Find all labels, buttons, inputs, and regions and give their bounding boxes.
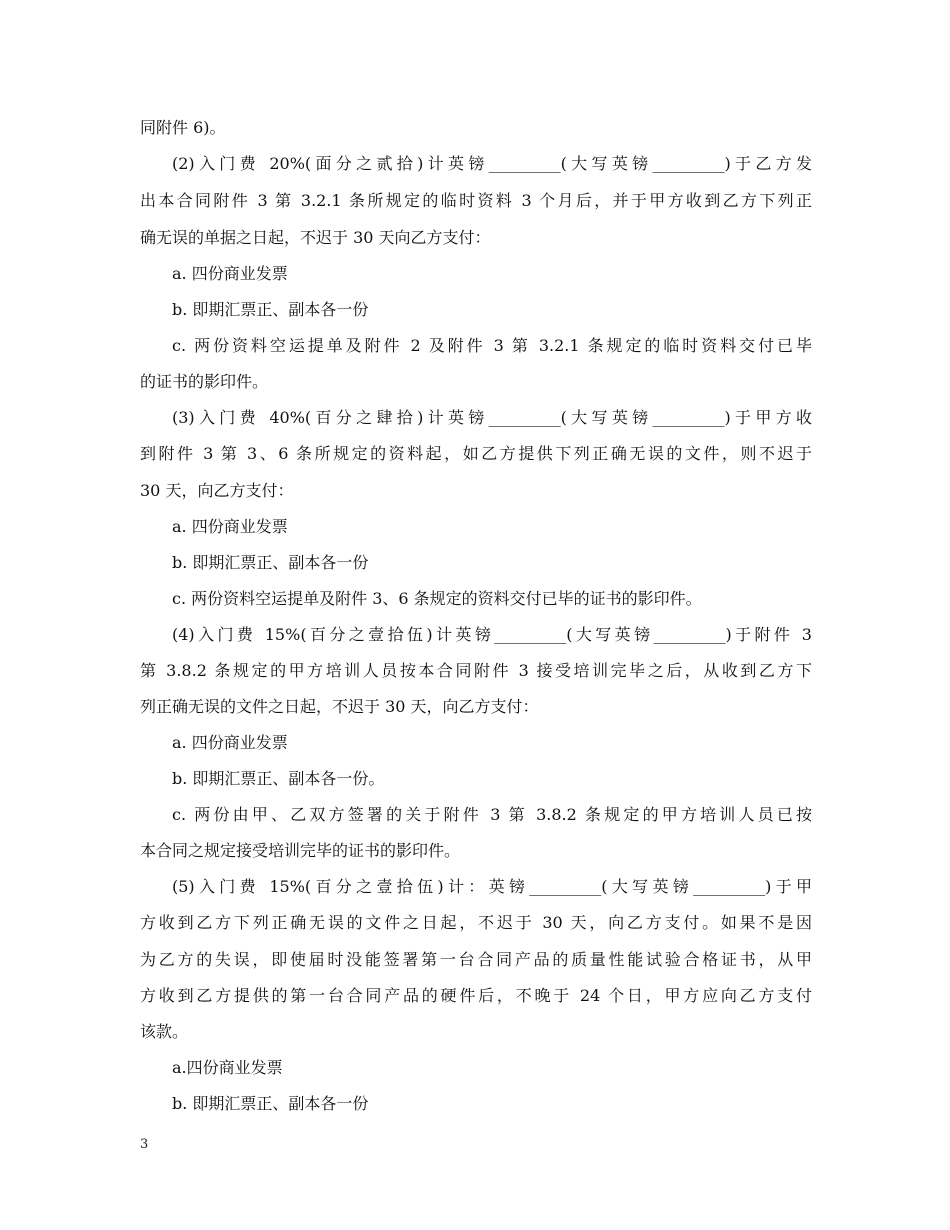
page-number: 3	[140, 1137, 149, 1152]
clause-2-heading: (2)入门费 20%(面分之贰拾)计英镑_________(大写英镑_________)于乙方发	[172, 154, 812, 173]
list-item: c. 两份由甲、乙双方签署的关于附件 3 第 3.8.2 条规定的甲方培训人员已按	[172, 805, 812, 824]
clause-5-heading: (5)入门费 15%(百分之壹拾伍)计：英镑_________(大写英镑_________)于甲	[172, 877, 812, 896]
text-line: 出本合同附件 3 第 3.2.1 条所规定的临时资料 3 个月后，并于甲方收到乙方下列正	[140, 191, 812, 210]
list-item: a. 四份商业发票	[172, 264, 288, 283]
text-line: 本合同之规定接受培训完毕的证书的影印件。	[140, 841, 461, 860]
text-line: 为乙方的失误，即使届时没能签署第一台合同产品的质量性能试验合格证书，从甲	[140, 950, 812, 969]
list-item: b. 即期汇票正、副本各一份。	[172, 769, 385, 788]
clause-3-heading: (3)入门费 40%(百分之肆拾)计英镑_________(大写英镑_________)于甲方收	[172, 408, 812, 427]
text-line: 确无误的单据之日起，不迟于 30 天向乙方支付：	[140, 228, 491, 247]
clause-4-heading: (4)入门费 15%(百分之壹拾伍)计英镑_________(大写英镑_________)于附件 3	[172, 625, 812, 644]
list-item: b. 即期汇票正、副本各一份	[172, 1094, 369, 1113]
text-line: 同附件 6)。	[140, 118, 226, 137]
text-line: 方收到乙方提供的第一台合同产品的硬件后，不晚于 24 个日，甲方应向乙方支付	[140, 986, 812, 1005]
list-item: a. 四份商业发票	[172, 517, 288, 536]
text-line: 30 天，向乙方支付：	[140, 481, 294, 500]
list-item: c. 两份资料空运提单及附件 3、6 条规定的资料交付已毕的证书的影印件。	[172, 589, 702, 608]
list-item: c. 两份资料空运提单及附件 2 及附件 3 第 3.2.1 条规定的临时资料交付已毕	[172, 336, 812, 355]
text-line: 第 3.8.2 条规定的甲方培训人员按本合同附件 3 接受培训完毕之后，从收到乙方下	[140, 661, 812, 680]
list-item: a.四份商业发票	[172, 1058, 283, 1077]
text-line: 该款。	[140, 1022, 189, 1041]
list-item: a. 四份商业发票	[172, 733, 288, 752]
text-line: 列正确无误的文件之日起，不迟于 30 天，向乙方支付：	[140, 697, 539, 716]
text-line: 的证书的影印件。	[140, 372, 269, 391]
list-item: b. 即期汇票正、副本各一份	[172, 300, 369, 319]
text-line: 到附件 3 第 3、6 条所规定的资料起，如乙方提供下列正确无误的文件，则不迟于	[140, 444, 812, 463]
text-line: 方收到乙方下列正确无误的文件之日起，不迟于 30 天，向乙方支付。如果不是因	[140, 913, 812, 932]
list-item: b. 即期汇票正、副本各一份	[172, 553, 369, 572]
